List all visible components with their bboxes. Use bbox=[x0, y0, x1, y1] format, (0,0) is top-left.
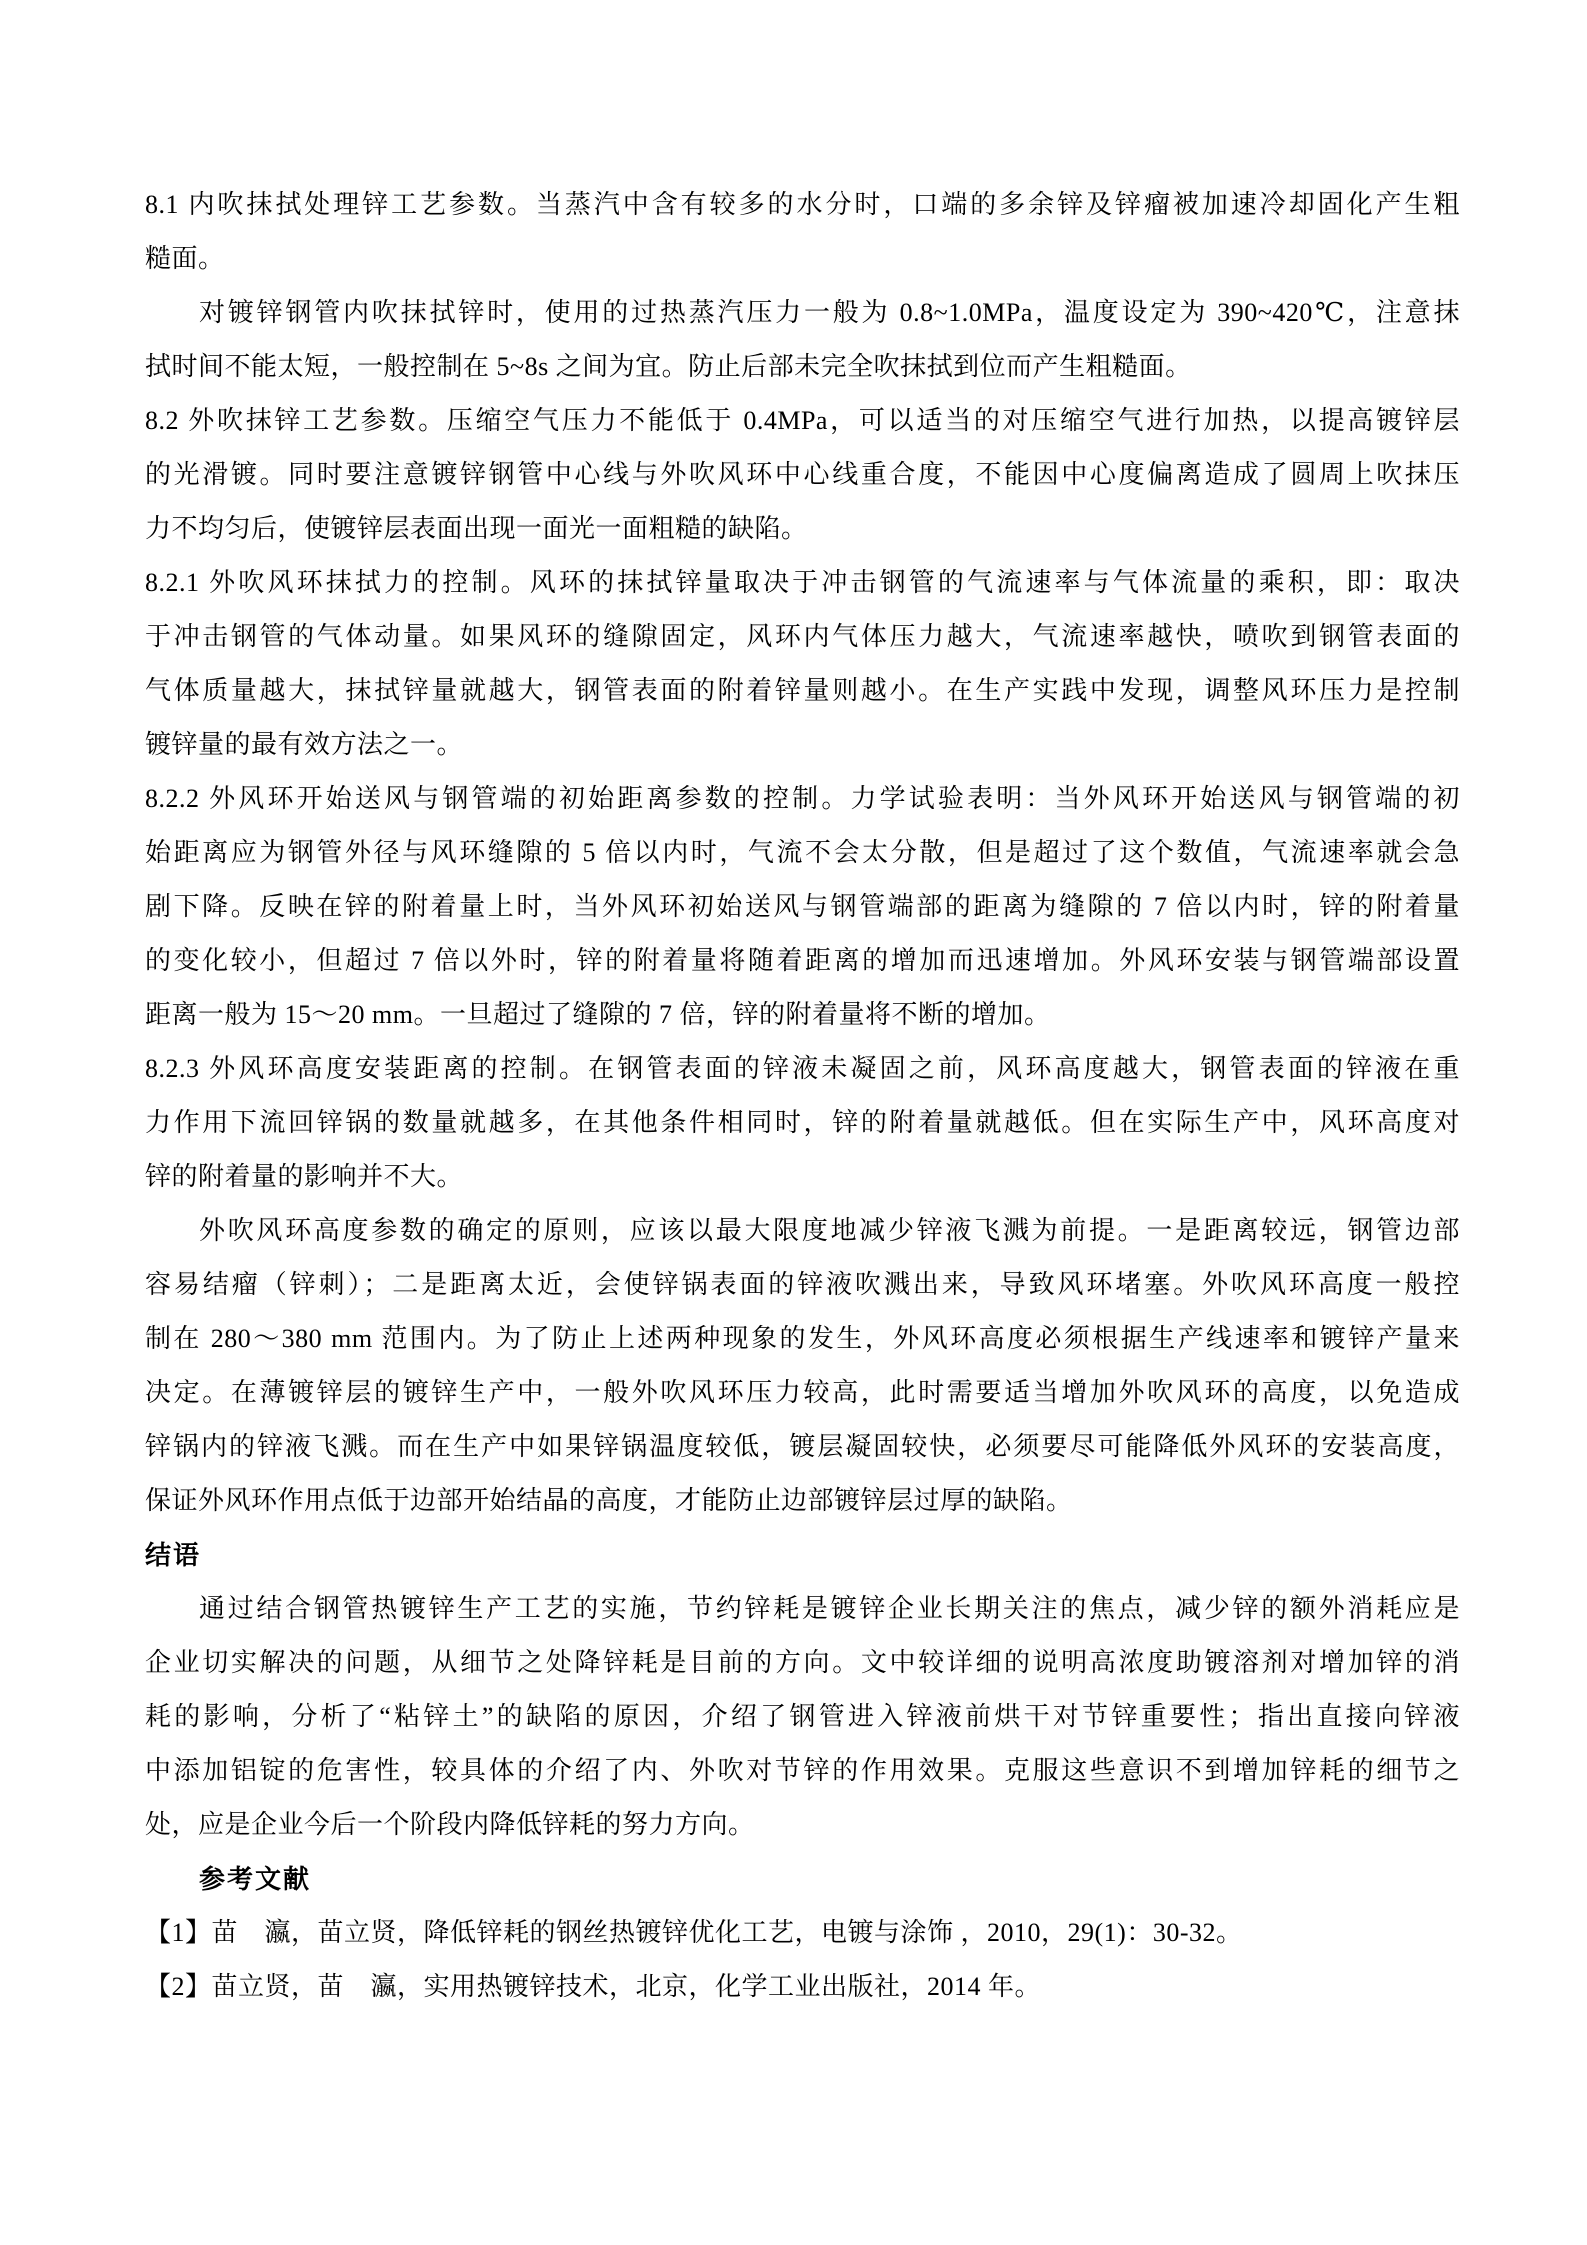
text-line: 8.2.2 外风环开始送风与钢管端的初始距离参数的控制。力学试验表明：当外风环开始送风与钢管端的初 bbox=[145, 784, 1460, 813]
text-line: 中添加铝锭的危害性，较具体的介绍了内、外吹对节锌的作用效果。克服这些意识不到增加锌耗的细节之 bbox=[145, 1756, 1460, 1785]
text-line: 力作用下流回锌锅的数量就越多，在其他条件相同时，锌的附着量就越低。但在实际生产中，风环高度对 bbox=[145, 1108, 1460, 1137]
text-line: 参考文献 bbox=[199, 1864, 312, 1894]
text-line: 容易结瘤（锌刺）；二是距离太近，会使锌锅表面的锌液吹溅出来，导致风环堵塞。外吹风环高度一般控 bbox=[145, 1270, 1460, 1299]
text-line: 剧下降。反映在锌的附着量上时，当外风环初始送风与钢管端部的距离为缝隙的 7 倍以内时，锌的附着量 bbox=[145, 892, 1460, 921]
text-line: 力不均匀后，使镀锌层表面出现一面光一面粗糙的缺陷。 bbox=[145, 514, 808, 543]
text-line: 结语 bbox=[145, 1540, 202, 1570]
text-line: 的变化较小，但超过 7 倍以外时，锌的附着量将随着距离的增加而迅速增加。外风环安装与钢管端部设置 bbox=[145, 946, 1460, 975]
text-line: 8.2 外吹抹锌工艺参数。压缩空气压力不能低于 0.4MPa，可以适当的对压缩空气进行加热，以提高镀锌层 bbox=[145, 406, 1460, 435]
text-line: 【2】苗立贤，苗 瀛，实用热镀锌技术，北京，化学工业出版社，2014 年。 bbox=[145, 1972, 1042, 2001]
text-line: 气体质量越大，抹拭锌量就越大，钢管表面的附着锌量则越小。在生产实践中发现，调整风环压力是控制 bbox=[145, 676, 1460, 705]
text-line: 耗的影响，分析了“粘锌土”的缺陷的原因，介绍了钢管进入锌液前烘干对节锌重要性；指出直接向锌液 bbox=[145, 1702, 1460, 1731]
text-line: 糙面。 bbox=[145, 244, 225, 273]
text-line: 距离一般为 15～20 mm。一旦超过了缝隙的 7 倍，锌的附着量将不断的增加。 bbox=[145, 1000, 1051, 1029]
text-line: 【1】苗 瀛，苗立贤，降低锌耗的钢丝热镀锌优化工艺，电镀与涂饰 ，2010，29(1)：30-32。 bbox=[145, 1918, 1243, 1947]
text-line: 8.2.3 外风环高度安装距离的控制。在钢管表面的锌液未凝固之前，风环高度越大，钢管表面的锌液在重 bbox=[145, 1054, 1460, 1083]
text-line: 始距离应为钢管外径与风环缝隙的 5 倍以内时，气流不会太分散，但是超过了这个数值，气流速率就会急 bbox=[145, 838, 1460, 867]
text-line: 镀锌量的最有效方法之一。 bbox=[145, 730, 464, 759]
text-line: 外吹风环高度参数的确定的原则，应该以最大限度地减少锌液飞溅为前提。一是距离较远，钢管边部 bbox=[199, 1216, 1460, 1245]
text-line: 锌锅内的锌液飞溅。而在生产中如果锌锅温度较低，镀层凝固较快，必须要尽可能降低外风环的安装高度， bbox=[145, 1432, 1460, 1461]
text-line: 制在 280～380 mm 范围内。为了防止上述两种现象的发生，外风环高度必须根据生产线速率和镀锌产量来 bbox=[145, 1324, 1460, 1353]
text-line: 企业切实解决的问题，从细节之处降锌耗是目前的方向。文中较详细的说明高浓度助镀溶剂对增加锌的消 bbox=[145, 1648, 1460, 1677]
text-line: 8.1 内吹抹拭处理锌工艺参数。当蒸汽中含有较多的水分时，口端的多余锌及锌瘤被加速冷却固化产生粗 bbox=[145, 190, 1460, 219]
text-line: 拭时间不能太短，一般控制在 5~8s 之间为宜。防止后部未完全吹抹拭到位而产生粗糙面。 bbox=[145, 352, 1192, 381]
text-line: 决定。在薄镀锌层的镀锌生产中，一般外吹风环压力较高，此时需要适当增加外吹风环的高度，以免造成 bbox=[145, 1378, 1460, 1407]
text-line: 于冲击钢管的气体动量。如果风环的缝隙固定，风环内气体压力越大，气流速率越快，喷吹到钢管表面的 bbox=[145, 622, 1460, 651]
document-text-block bbox=[145, 178, 1460, 2014]
text-line: 通过结合钢管热镀锌生产工艺的实施，节约锌耗是镀锌企业长期关注的焦点，减少锌的额外消耗应是 bbox=[199, 1594, 1460, 1623]
text-line: 对镀锌钢管内吹抹拭锌时，使用的过热蒸汽压力一般为 0.8~1.0MPa，温度设定为 390~420℃，注意抹 bbox=[199, 298, 1460, 327]
text-line: 处，应是企业今后一个阶段内降低锌耗的努力方向。 bbox=[145, 1810, 755, 1839]
text-line: 8.2.1 外吹风环抹拭力的控制。风环的抹拭锌量取决于冲击钢管的气流速率与气体流量的乘积，即：取决 bbox=[145, 568, 1460, 597]
text-line: 的光滑镀。同时要注意镀锌钢管中心线与外吹风环中心线重合度，不能因中心度偏离造成了圆周上吹抹压 bbox=[145, 460, 1460, 489]
text-line: 保证外风环作用点低于边部开始结晶的高度，才能防止边部镀锌层过厚的缺陷。 bbox=[145, 1486, 1073, 1515]
text-line: 锌的附着量的影响并不大。 bbox=[145, 1162, 464, 1191]
